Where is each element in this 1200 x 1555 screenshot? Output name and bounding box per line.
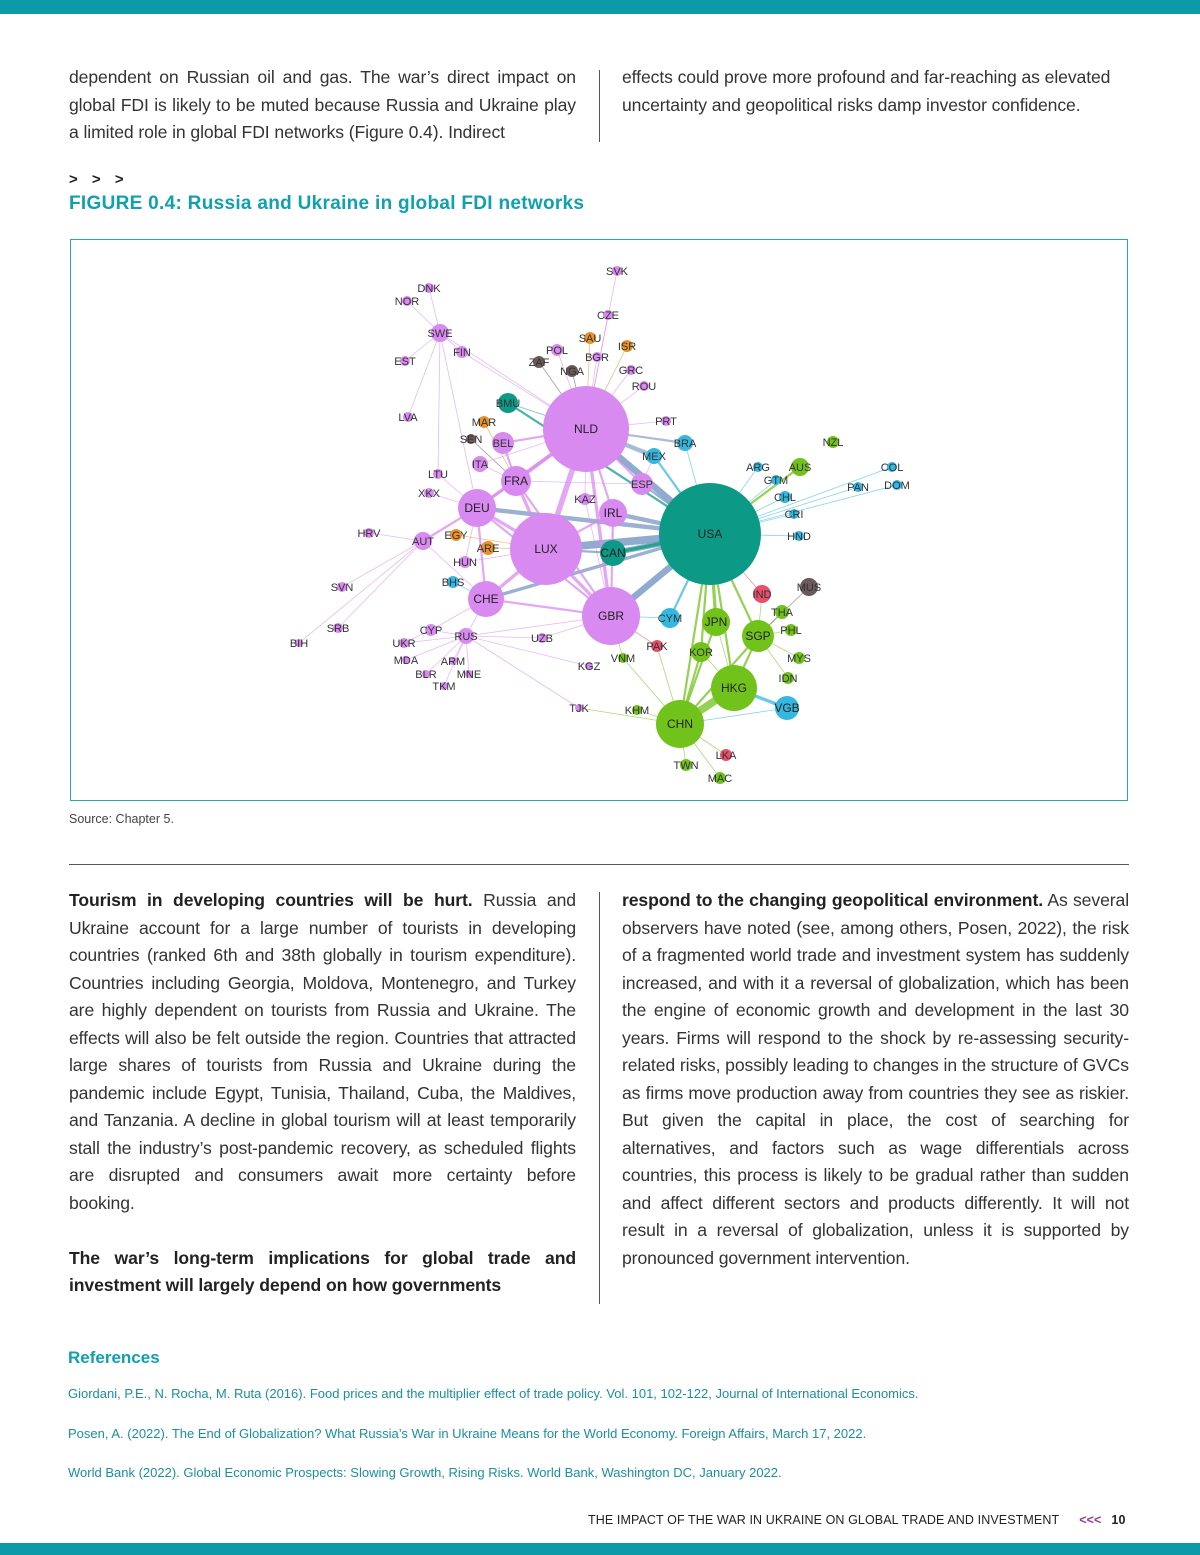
- label-grc: GRC: [618, 365, 644, 377]
- label-can: CAN: [600, 546, 626, 560]
- label-mda: MDA: [393, 655, 419, 667]
- figure-title: FIGURE 0.4: Russia and Ukraine in global FDI networks: [69, 193, 585, 214]
- label-hnd: HND: [787, 531, 811, 543]
- reference-item: World Bank (2022). Global Economic Prospects: Slowing Growth, Rising Risks. World Bank, Washington DC, January 2022.: [68, 1465, 782, 1480]
- label-rou: ROU: [631, 381, 657, 393]
- bottom-right-column: [622, 887, 1129, 1272]
- label-che: CHE: [473, 592, 499, 606]
- label-lux: LUX: [534, 542, 558, 556]
- label-deu: DEU: [464, 501, 490, 515]
- label-vnm: VNM: [610, 653, 636, 665]
- label-lva: LVA: [398, 412, 418, 424]
- label-cze: CZE: [597, 310, 619, 322]
- label-mus: MUS: [796, 582, 822, 594]
- label-ita: ITA: [471, 459, 489, 471]
- bottom-accent-band: [0, 1543, 1200, 1555]
- column-divider-bottom: [599, 892, 600, 1304]
- long-term-paragraph: [69, 1245, 576, 1300]
- label-nzl: NZL: [822, 437, 844, 449]
- label-sau: SAU: [578, 333, 602, 345]
- label-ukr: UKR: [392, 638, 416, 650]
- top-right-column: [622, 64, 1129, 119]
- label-esp: ESP: [630, 479, 654, 491]
- tourism-body: Russia and Ukraine account for a large number of tourists in developing countries (ranked 6th and 38th globally in tourism expenditure). Countries including Georgia, Moldova, Montenegro, and Turkey are highly dependent on tourists from Russia and Ukraine. The effects will also be felt outside the region. Countries that attracted large shares of tourists from Russia and Ukraine during the pandemic include Egypt, Tunisia, Thailand, Cuba, the Maldives, and Tanzania. A decline in global tourism will at least temporarily stall the industry’s post-pandemic recovery, as scheduled flights are disrupted and consumers await more certainty before booking.: [69, 890, 576, 1213]
- label-mne: MNE: [456, 669, 482, 681]
- label-hkg: HKG: [720, 681, 748, 695]
- label-arg: ARG: [746, 462, 770, 474]
- label-xkx: XKX: [417, 488, 441, 500]
- geopolitics-paragraph: [622, 887, 1129, 1272]
- edge-esp-fra: [516, 481, 642, 484]
- label-bel: BEL: [492, 438, 514, 450]
- label-twn: TWN: [673, 760, 699, 772]
- label-blr: BLR: [415, 669, 437, 681]
- label-chn: CHN: [667, 717, 693, 731]
- label-aut: AUT: [412, 536, 434, 548]
- figure-source: Source: Chapter 5.: [69, 812, 174, 826]
- top-left-text: dependent on Russian oil and gas. The war’s direct impact on global FDI is likely to be muted because Russia and Ukraine play a limited role in global FDI networks (Figure 0.4). Indirect: [69, 67, 576, 142]
- edge-aut-svn: [342, 541, 423, 587]
- edge-swe-ltu: [438, 333, 440, 474]
- label-nld: NLD: [573, 422, 599, 436]
- label-dom: DOM: [884, 480, 910, 492]
- label-are: ARE: [476, 543, 500, 555]
- figure-arrows: > > >: [69, 171, 129, 188]
- label-kaz: KAZ: [574, 494, 596, 506]
- label-jpn: JPN: [704, 615, 728, 629]
- label-fin: FIN: [453, 347, 471, 359]
- network-edges: [299, 271, 897, 778]
- chevrons-icon: <<<: [1079, 1513, 1102, 1527]
- long-term-lead: The war’s long-term implications for global trade and investment will largely depend on how governments: [69, 1247, 576, 1295]
- label-bmu: BMU: [495, 398, 521, 410]
- top-right-text: effects could prove more profound and far-reaching as elevated uncertainty and geopolitical risks damp investor confidence.: [622, 67, 1111, 115]
- top-accent-band: [0, 0, 1200, 14]
- label-kor: KOR: [689, 647, 713, 659]
- label-rus: RUS: [454, 631, 478, 643]
- label-pol: POL: [545, 345, 569, 357]
- label-svn: SVN: [330, 582, 354, 594]
- tourism-lead: Tourism in developing countries will be hurt.: [69, 890, 473, 910]
- label-mac: MAC: [707, 773, 733, 785]
- section-divider: [69, 864, 1129, 865]
- reference-item: Giordani, P.E., N. Rocha, M. Ruta (2016). Food prices and the multiplier effect of trade policy. Vol. 101, 102-122, Journal of International Economics.: [68, 1386, 919, 1401]
- label-nor: NOR: [394, 296, 420, 308]
- label-prt: PRT: [655, 416, 677, 428]
- label-tkm: TKM: [432, 681, 456, 693]
- label-cri: CRI: [784, 509, 804, 521]
- reference-item: Posen, A. (2022). The End of Globalization? What Russia’s War in Ukraine Means for the World Economy. Foreign Affairs, March 17, 2022.: [68, 1426, 867, 1441]
- label-tha: THA: [771, 607, 793, 619]
- label-isr: ISR: [617, 341, 637, 353]
- fdi-network-chart: [71, 240, 1129, 802]
- label-nga: NGA: [560, 366, 584, 378]
- geopolitics-body: As several observers have noted (see, among others, Posen, 2022), the risk of a fragmented world trade and investment system has suddenly increased, and with it a reversal of globalization, which has been the engine of economic growth and development in the last 30 years. Firms will respond to the shock by re-assessing security-related risks, possibly leading to changes in the structure of GVCs as firms move production away from countries they see as riskier. But given the capital in place, the cost of searching for alternatives, and factors such as wage differentials across countries, this process is likely to be gradual rather than sudden and affect different sectors and products differently. It will not result in a reversal of globalization, unless it is supported by pronounced government intervention.: [622, 890, 1130, 1268]
- label-ind: IND: [752, 589, 772, 601]
- label-cym: CYM: [657, 613, 683, 625]
- bottom-left-column: [69, 887, 576, 1300]
- label-bra: BRA: [673, 438, 697, 450]
- label-phl: PHL: [780, 625, 802, 637]
- label-hun: HUN: [453, 557, 477, 569]
- label-mar: MAR: [471, 417, 497, 429]
- label-idn: IDN: [778, 673, 798, 685]
- label-pak: PAK: [646, 641, 668, 653]
- label-egy: EGY: [444, 530, 468, 542]
- label-zaf: ZAF: [528, 357, 550, 369]
- label-gtm: GTM: [763, 475, 789, 487]
- label-arm: ARM: [440, 656, 466, 668]
- label-cyp: CYP: [419, 625, 443, 637]
- label-gbr: GBR: [597, 609, 625, 623]
- edge-aut-bih: [299, 541, 423, 643]
- label-khm: KHM: [624, 705, 650, 717]
- label-mex: MEX: [642, 451, 666, 463]
- label-usa: USA: [697, 527, 723, 541]
- label-aus: AUS: [788, 462, 812, 474]
- label-chl: CHL: [773, 492, 797, 504]
- page-number: 10: [1111, 1513, 1126, 1527]
- label-uzb: UZB: [531, 633, 553, 645]
- label-ltu: LTU: [428, 469, 448, 481]
- label-bih: BIH: [289, 638, 309, 650]
- label-est: EST: [394, 356, 416, 368]
- tourism-paragraph: [69, 887, 576, 1217]
- label-kgz: KGZ: [577, 661, 601, 673]
- label-col: COL: [880, 462, 904, 474]
- label-bhs: BHS: [441, 577, 465, 589]
- page-footer: [588, 1513, 1126, 1527]
- label-sen: SEN: [459, 434, 483, 446]
- label-srb: SRB: [326, 623, 350, 635]
- top-left-column: [69, 64, 576, 147]
- label-bgr: BGR: [585, 352, 609, 364]
- label-fra: FRA: [504, 474, 528, 488]
- label-irl: IRL: [603, 506, 623, 520]
- figure-frame: [70, 239, 1128, 801]
- label-mys: MYS: [787, 653, 811, 665]
- edge-rus-tjk: [466, 636, 579, 708]
- label-swe: SWE: [427, 328, 453, 340]
- label-dnk: DNK: [417, 283, 441, 295]
- label-tjk: TJK: [569, 703, 589, 715]
- label-pan: PAN: [847, 482, 869, 494]
- running-title: THE IMPACT OF THE WAR IN UKRAINE ON GLOBAL TRADE AND INVESTMENT: [588, 1513, 1060, 1527]
- label-hrv: HRV: [357, 528, 381, 540]
- label-vgb: VGB: [774, 701, 800, 715]
- references-heading: References: [68, 1348, 160, 1367]
- geopolitics-lead: respond to the changing geopolitical environment.: [622, 890, 1043, 910]
- edge-rus-kgz: [466, 636, 589, 666]
- label-sgp: SGP: [745, 629, 771, 643]
- column-divider-top: [599, 70, 600, 142]
- label-lka: LKA: [715, 750, 737, 762]
- label-svk: SVK: [605, 266, 629, 278]
